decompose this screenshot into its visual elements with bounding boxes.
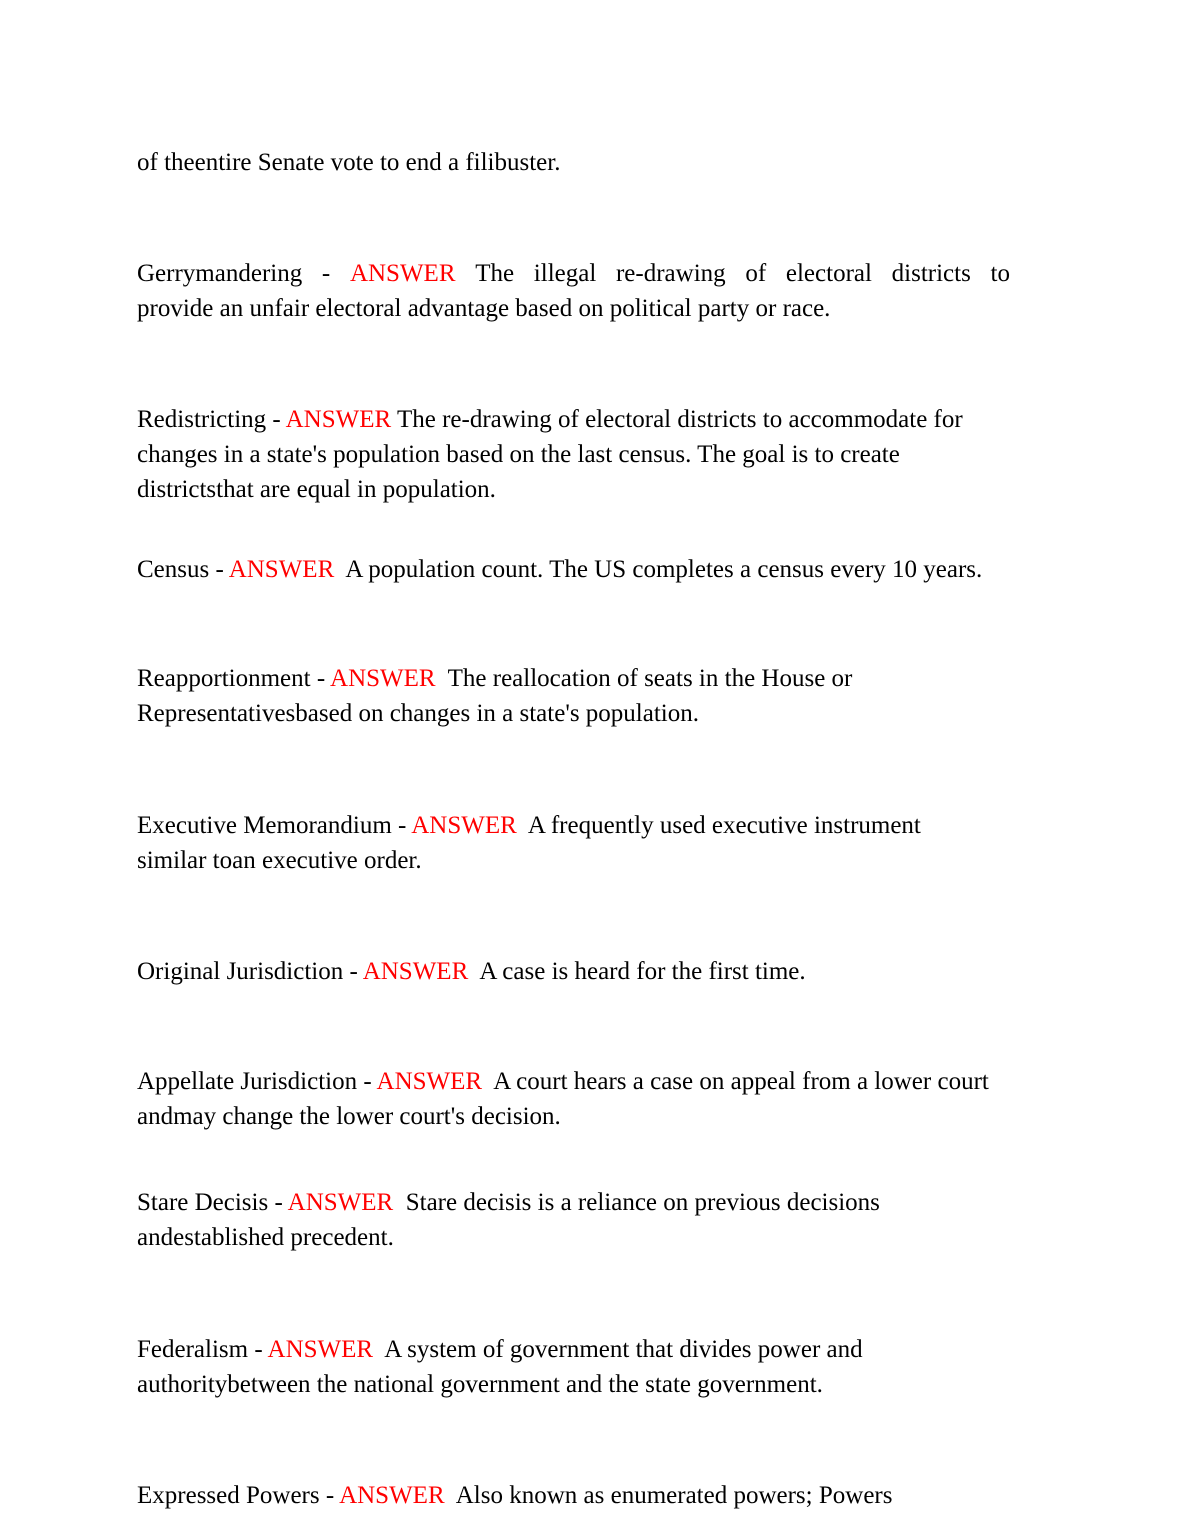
term-separator: - (268, 1189, 288, 1216)
definition: Stare decisis is a reliance on previous decisions (393, 1189, 880, 1216)
entry-redistricting-line3: districtsthat are equal in population. (137, 476, 496, 503)
term-separator: - (266, 406, 286, 433)
entry-executive-memorandium-line2: similar toan executive order. (137, 847, 422, 874)
answer-label: ANSWER (285, 406, 392, 433)
term: Appellate Jurisdiction (137, 1068, 358, 1095)
term-separator: - (357, 1068, 377, 1095)
term-separator: - (310, 665, 331, 692)
term: Census (137, 556, 210, 583)
definition: A population count. The US completes a census every 10 years. (334, 556, 983, 583)
entry-reapportionment-line1 (137, 661, 852, 696)
answer-label: ANSWER (330, 665, 436, 692)
term: Expressed Powers (137, 1482, 320, 1509)
entry-federalism-line1 (137, 1332, 863, 1367)
term: Redistricting (137, 406, 267, 433)
answer-label: ANSWER (267, 1336, 374, 1363)
term-separator: - (391, 812, 412, 839)
entry-appellate-jurisdiction-line2: andmay change the lower court's decision. (137, 1103, 561, 1130)
entry-stare-decisis-line1 (137, 1185, 880, 1220)
entry-original-jurisdiction-line1 (137, 954, 806, 989)
entry-stare-decisis-line2: andestablished precedent. (137, 1224, 394, 1251)
definition-word: to (990, 260, 1010, 287)
term-separator: - (343, 958, 363, 985)
entry-gerrymandering-line2: provide an unfair electoral advantage based on political party or race. (137, 295, 831, 322)
definition-word: electoral (785, 260, 872, 287)
answer-label: ANSWER (287, 1189, 394, 1216)
definition: A court hears a case on appeal from a lower court (482, 1068, 989, 1095)
term: Executive Memorandium (137, 812, 392, 839)
definition: A system of government that divides power and (373, 1336, 863, 1363)
entry-gerrymandering-line1 (137, 256, 1010, 291)
term: Original Jurisdiction (137, 958, 344, 985)
answer-label: ANSWER (339, 1482, 445, 1509)
term-separator: - (319, 1482, 340, 1509)
entry-census-line1 (137, 552, 982, 587)
entry-executive-memorandium-line1 (137, 808, 921, 843)
entry-redistricting-line1 (137, 402, 963, 437)
definition: The reallocation of seats in the House or (435, 665, 853, 692)
answer-label: ANSWER (411, 812, 517, 839)
entry-redistricting-line2: changes in a state's population based on the last census. The goal is to create (137, 441, 900, 468)
definition-word: districts (891, 260, 971, 287)
answer-label: ANSWER (362, 958, 469, 985)
definition-word: illegal (533, 260, 597, 287)
term: Gerrymandering (137, 260, 303, 287)
term-separator: - (209, 556, 229, 583)
term: Reapportionment (137, 665, 311, 692)
answer-label: ANSWER (349, 260, 456, 287)
definition-word: The (475, 260, 515, 287)
term: Federalism (137, 1336, 249, 1363)
term: Stare Decisis (137, 1189, 269, 1216)
entry-federalism-line2: authoritybetween the national government and the state government. (137, 1371, 823, 1398)
definition: A case is heard for the first time. (468, 958, 806, 985)
entry-expressed-powers-line1 (137, 1478, 892, 1513)
term-separator: - (248, 1336, 268, 1363)
term-separator: - (321, 260, 331, 287)
entry-reapportionment-line2: Representativesbased on changes in a state's population. (137, 700, 699, 727)
definition-word: re-drawing (615, 260, 726, 287)
entry-appellate-jurisdiction-line1 (137, 1064, 989, 1099)
definition: Also known as enumerated powers; Powers (444, 1482, 893, 1509)
answer-label: ANSWER (376, 1068, 483, 1095)
definition: The re-drawing of electoral districts to accommodate for (391, 406, 963, 433)
continuation-text: of theentire Senate vote to end a filibuster. (137, 149, 561, 176)
answer-label: ANSWER (228, 556, 335, 583)
definition: A frequently used executive instrument (516, 812, 921, 839)
definition-word: of (745, 260, 767, 287)
